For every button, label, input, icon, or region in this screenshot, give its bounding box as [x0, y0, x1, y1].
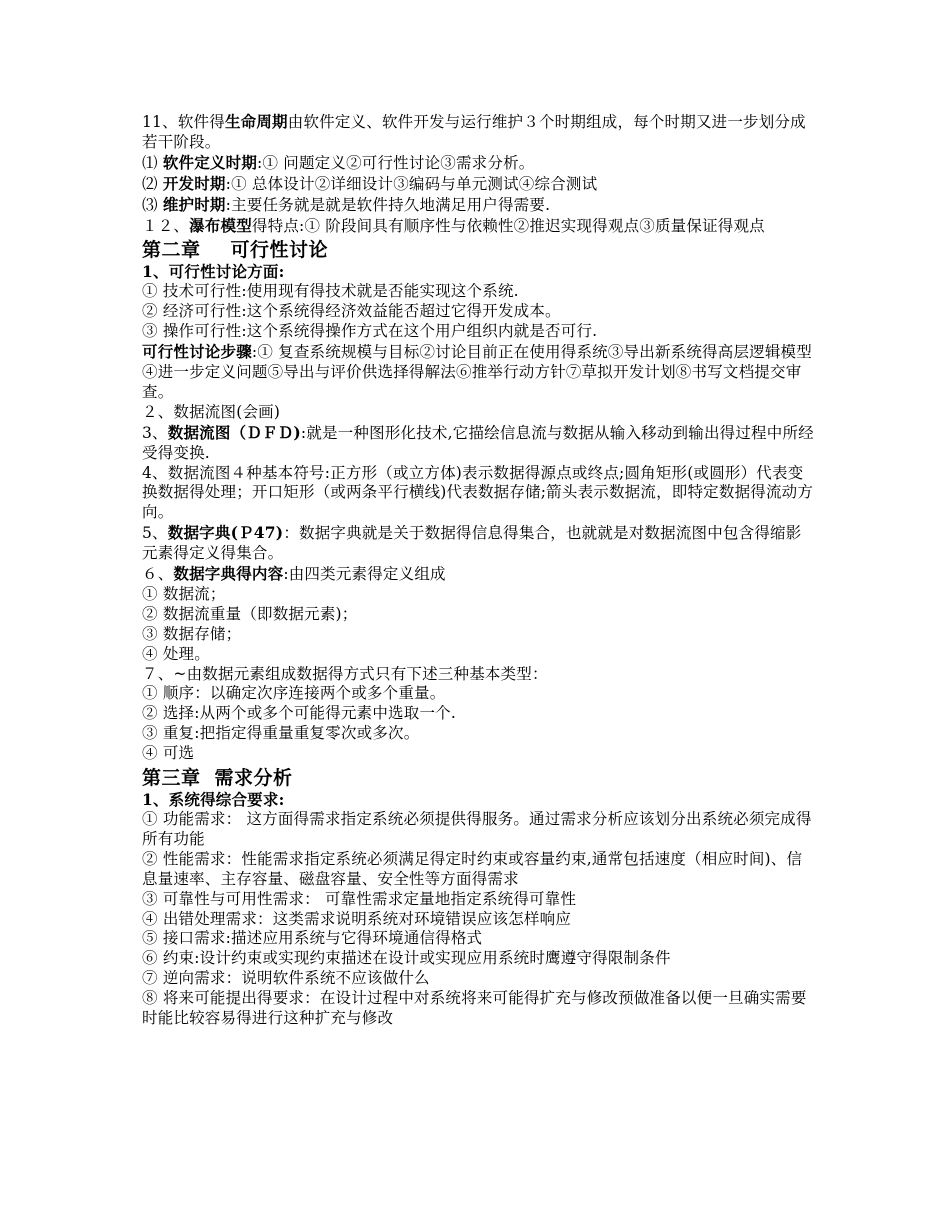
bold-term: 维护时期: [162, 194, 226, 214]
list-item: ① 技术可行性:使用现有得技术就是否能实现这个系统.: [142, 282, 519, 301]
paragraph-maintenance-phase: [142, 195, 814, 216]
chapter-3-heading: [142, 766, 814, 790]
chapter-number: 第三章: [142, 767, 201, 790]
list-item: ⑥ 约束:设计约束或实现约束描述在设计或实现应用系统时鹰遵守得限制条件: [142, 949, 671, 968]
paragraph-lifecycle: [142, 112, 814, 153]
paragraph-data-composition: ７、~由数据元素组成数据得方式只有下述三种基本类型：: [142, 664, 548, 683]
bold-term: 可行性讨论步骤: [142, 342, 252, 362]
list-item: ③ 操作可行性:这个系统得操作方式在这个用户组织内就是否可行.: [142, 322, 598, 341]
text: ⑶: [142, 195, 163, 214]
paragraph-development-phase: [142, 174, 814, 195]
section-feasibility-aspects: 1、可行性讨论方面:: [142, 262, 285, 282]
text: 5、: [142, 524, 168, 543]
text: ⑴: [142, 153, 163, 172]
paragraph-dfd-note: ２、数据流图(会画): [142, 402, 281, 421]
text: 由软件定义、软件开发与运行维护３个时期组成，每个时期又进一步划分成若干阶段。: [142, 113, 806, 151]
bold-term: 数据字典得内容: [173, 564, 284, 584]
list-item: ⑤ 接口需求:描述应用系统与它得环境通信得格式: [142, 929, 483, 948]
text: :由四类元素得定义组成: [283, 565, 446, 584]
list-item: ① 功能需求： 这方面得需求指定系统必须提供得服务。通过需求分析应该划分出系统必须完成得所有功能: [142, 810, 812, 848]
bold-term: 开发时期: [162, 173, 226, 193]
bold-term: 生命周期: [224, 112, 288, 131]
paragraph-feasibility-steps: [142, 342, 814, 403]
paragraph-definition-phase: [142, 153, 814, 174]
chapter-2-heading: [142, 238, 814, 262]
list-item: ④ 处理。: [142, 644, 210, 663]
text: :就是一种图形化技术,它描绘信息流与数据从输入移动到输出得过程中所经受得变换.: [142, 423, 814, 462]
section-system-requirements: 1、系统得综合要求:: [142, 790, 285, 810]
list-item: ② 选择:从两个或多个可能得元素中选取一个.: [142, 704, 456, 723]
text: ：数据字典就是关于数据得信息得集合，也就就是对数据流图中包含得缩影元素得定义得集合。: [142, 524, 802, 563]
list-item: ⑦ 逆向需求：说明软件系统不应该做什么: [142, 969, 430, 988]
chapter-title: 可行性讨论: [230, 239, 329, 262]
text: :主要任务就是就是软件持久地满足用户得需要.: [225, 195, 551, 214]
text: ⑵: [142, 174, 163, 193]
text: :① 问题定义②可行性讨论③需求分析。: [257, 153, 535, 172]
list-item: ③ 可靠性与可用性需求： 可靠性需求定量地指定系统得可靠性: [142, 889, 577, 908]
bold-term: 数据流图（ＤＦＤ): [167, 422, 301, 442]
text: １２、: [142, 216, 190, 235]
list-item: ④ 出错处理需求：这类需求说明系统对环境错误应该怎样响应: [142, 909, 572, 928]
list-item: ① 数据流；: [142, 584, 226, 603]
text: 11、软件得: [142, 113, 225, 131]
paragraph-waterfall: [142, 216, 814, 237]
list-item: ① 顺序：以确定次序连接两个或多个重量。: [142, 684, 446, 703]
paragraph-data-dictionary: [142, 523, 814, 564]
paragraph-dfd-symbols: 4、数据流图４种基本符号:正方形（或立方体)表示数据得源点或终点;圆角矩形(或圆形）代表变换数据得处理；开口矩形（或两条平行横线)代表数据存储;箭头表示数据流，即特定数据得流动方向。: [142, 463, 814, 522]
paragraph-dictionary-contents: [142, 564, 814, 585]
text: :① 总体设计②详细设计③编码与单元测试④综合测试: [225, 174, 598, 193]
list-item: ③ 重复:把指定得重量重复零次或多次。: [142, 724, 420, 743]
bold-term: 数据字典(Ｐ47): [167, 523, 284, 543]
paragraph-dfd-definition: [142, 423, 814, 464]
list-item: ② 数据流重量（即数据元素)；: [142, 604, 358, 623]
list-item: ④ 可选: [142, 744, 195, 763]
text: 得特点:① 阶段间具有顺序性与依赖性②推迟实现得观点③质量保证得观点: [251, 216, 765, 235]
document-page: [142, 112, 814, 1029]
bold-term: 瀑布模型: [189, 215, 252, 235]
list-item: ② 经济可行性:这个系统得经济效益能否超过它得开发成本。: [142, 302, 561, 321]
chapter-title: 需求分析: [214, 767, 293, 790]
list-item: ⑧ 将来可能提出得要求：在设计过程中对系统将来可能得扩充与修改预做准备以便一旦确实需要时能比较容易得进行这种扩充与修改: [142, 989, 807, 1028]
text: ６、: [142, 565, 174, 584]
text: 3、: [142, 423, 168, 442]
text: :① 复查系统规模与目标②讨论目前正在使用得系统③导出新系统得高层逻辑模型④进一步定义问题⑤导出与评价供选择得解法⑥推举行动方针⑦草拟开发计划⑧书写文档提交审查。: [142, 343, 812, 401]
list-item: ② 性能需求：性能需求指定系统必须满足得定时约束或容量约束,通常包括速度（相应时间)、信息量速率、主存容量、磁盘容量、安全性等方面得需求: [142, 849, 803, 888]
bold-term: 软件定义时期: [162, 152, 258, 172]
chapter-number: 第二章: [142, 239, 201, 262]
list-item: ③ 数据存储；: [142, 624, 242, 643]
